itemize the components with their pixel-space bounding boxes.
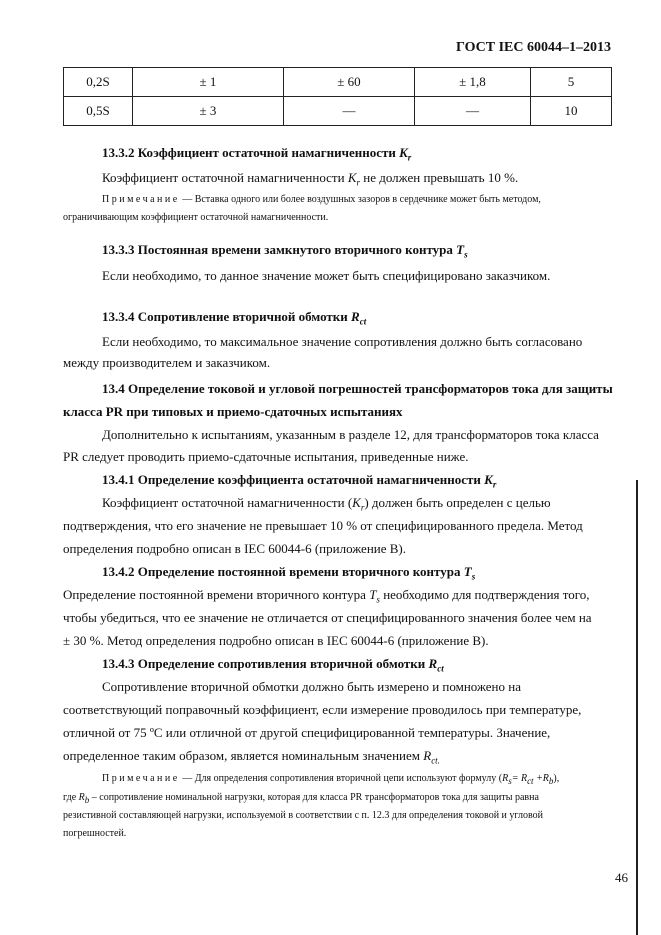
table-cell: ± 1 — [133, 68, 284, 97]
paragraph: Коэффициент остаточной намагниченности $(K_r)$ должен быть определен с целью — [102, 495, 551, 513]
section-heading-13-4-cont: класса PR при типовых и приемо-сдаточных испытаниях — [63, 404, 403, 419]
table-cell: — — [284, 97, 415, 126]
note-continuation: где $R_b$ – сопротивление номинальной нагрузки, которая для класса PR трансформаторов тока для защиты равна — [63, 792, 539, 805]
paragraph-continuation: определения подробно описан в IEC 60044-6 (приложение B). — [63, 541, 407, 556]
paragraph: Коэффициент остаточной намагниченности $K_r$ не должен превышать 10 %. — [102, 170, 519, 188]
section-heading-13-3-3: 13.3.3 Постоянная времени замкнутого вторичного контура $T_s$ — [102, 242, 468, 260]
document-header: ГОСТ IEC 60044–1–2013 — [456, 40, 611, 55]
paragraph-continuation: между производителем и заказчиком. — [63, 355, 271, 370]
section-heading-13-4: 13.4 Определение токовой и угловой погрешностей трансформаторов тока для защиты — [102, 381, 613, 396]
accuracy-table — [63, 67, 612, 126]
table-cell: 0,5S — [64, 97, 133, 126]
table-cell: ± 3 — [133, 97, 284, 126]
paragraph: Сопротивление вторичной обмотки должно быть измерено и помножено на — [102, 679, 521, 694]
table-cell: 5 — [531, 68, 612, 97]
paragraph: Определение постоянной времени вторичного контура $T_s$ необходимо для подтверждения того, — [63, 587, 590, 605]
section-heading-13-3-2: 13.3.2 Коэффициент остаточной намагниченности $K_r$ — [102, 145, 412, 163]
note-continuation: резистивной составляющей нагрузки, используемой в соответствии с п. 12.3 для определения токовой и угловой — [63, 810, 543, 821]
table-cell: 10 — [531, 97, 612, 126]
revision-bar — [636, 480, 638, 935]
table-cell: ± 1,8 — [415, 68, 531, 97]
note: Примечание — Вставка одного или более воздушных зазоров в сердечнике может быть методом, — [102, 194, 541, 205]
paragraph-continuation: PR следует проводить приемо-сдаточные испытания, приведенные ниже. — [63, 449, 469, 464]
paragraph-continuation: соответствующий поправочный коэффициент, если измерение проводилось при температуре, — [63, 702, 582, 717]
table-cell: ± 60 — [284, 68, 415, 97]
paragraph-continuation: отличной от 75 ºС или отличной от другой специфицированной температуры. Значение, — [63, 725, 551, 740]
paragraph-continuation: подтверждения, что его значение не превышает 10 % от специфицированного предела. Метод — [63, 518, 583, 533]
paragraph-continuation: определенное таким образом, является номинальным значением $R_{ct.}$ — [63, 748, 440, 766]
section-heading-13-4-2: 13.4.2 Определение постоянной времени вторичного контура $T_s$ — [102, 564, 476, 582]
paragraph: Если необходимо, то максимальное значение сопротивления должно быть согласовано — [102, 334, 583, 349]
section-heading-13-3-4: 13.3.4 Сопротивление вторичной обмотки $R_{ct}$ — [102, 309, 367, 327]
paragraph: Дополнительно к испытаниям, указанным в разделе 12, для трансформаторов тока класса — [102, 427, 599, 442]
paragraph-continuation: ± 30 %. Метод определения подробно описан в IEC 60044-6 (приложение B). — [63, 633, 489, 648]
section-heading-13-4-1: 13.4.1 Определение коэффициента остаточной намагниченности $K_r$ — [102, 472, 497, 490]
paragraph-continuation: чтобы убедиться, что ее значение не отличается от специфицированного значения более чем на — [63, 610, 592, 625]
table-row — [64, 97, 612, 126]
table-row — [64, 68, 612, 97]
paragraph: Если необходимо, то данное значение может быть специфицировано заказчиком. — [102, 268, 551, 283]
table-cell: 0,2S — [64, 68, 133, 97]
page-number: 46 — [615, 870, 628, 885]
section-heading-13-4-3: 13.4.3 Определение сопротивления вторичной обмотки $R_{ct}$ — [102, 656, 444, 674]
note-continuation: ограничивающим коэффициент остаточной намагниченности. — [63, 212, 329, 223]
table-cell: — — [415, 97, 531, 126]
note: Примечание — Для определения сопротивления вторичной цепи используют формулу $(R_s= R_{ct} +R_b)$, — [102, 773, 560, 786]
note-continuation: погрешностей. — [63, 828, 127, 839]
